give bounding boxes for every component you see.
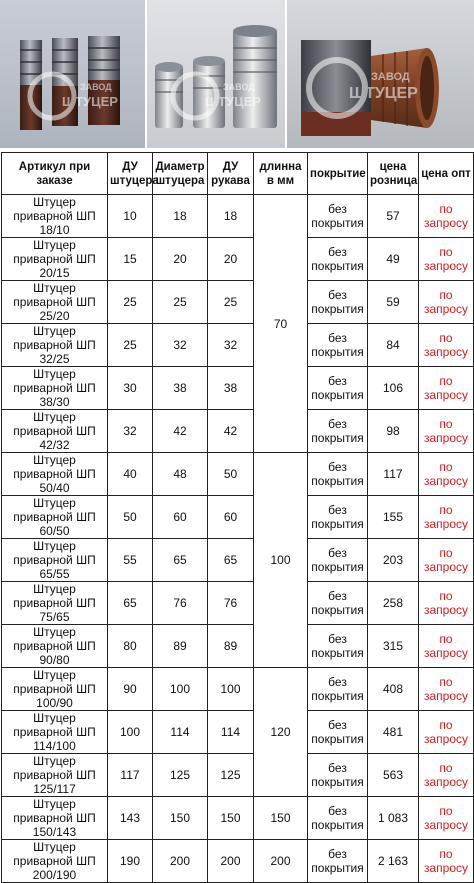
cell-retail: 106: [368, 367, 419, 410]
cell-length: 200: [254, 840, 308, 883]
cell-wholesale: по запросу: [419, 582, 474, 625]
table-row: [2, 840, 474, 883]
cell-article: Штуцер приварной ШП 60/50: [2, 496, 108, 539]
header-diameter: Диаметр штуцера: [153, 153, 208, 195]
cell-diameter: 48: [153, 453, 208, 496]
cell-coating: без покрытия: [308, 754, 368, 797]
cell-coating: без покрытия: [308, 453, 368, 496]
cell-retail: 258: [368, 582, 419, 625]
cell-du-fitting: 10: [108, 195, 153, 238]
cell-article: Штуцер приварной ШП 90/80: [2, 625, 108, 668]
cell-retail: 1 083: [368, 797, 419, 840]
cell-retail: 408: [368, 668, 419, 711]
price-table: [1, 152, 474, 883]
cell-wholesale: по запросу: [419, 195, 474, 238]
cell-wholesale: по запросу: [419, 754, 474, 797]
cell-wholesale: по запросу: [419, 539, 474, 582]
product-photo-steel-fittings: [147, 0, 285, 148]
cell-du-fitting: 25: [108, 281, 153, 324]
cell-article: Штуцер приварной ШП 20/15: [2, 238, 108, 281]
cell-diameter: 60: [153, 496, 208, 539]
cell-length: 120: [254, 668, 308, 797]
header-du-hose: ДУ рукава: [208, 153, 254, 195]
table-row: [2, 625, 474, 668]
cell-coating: без покрытия: [308, 195, 368, 238]
cell-wholesale: по запросу: [419, 668, 474, 711]
header-wholesale: цена опт: [419, 153, 474, 195]
cell-du-fitting: 50: [108, 496, 153, 539]
cell-retail: 155: [368, 496, 419, 539]
header-coating: покрытие: [308, 153, 368, 195]
table-row: [2, 797, 474, 840]
cell-diameter: 125: [153, 754, 208, 797]
cell-coating: без покрытия: [308, 324, 368, 367]
cell-du-hose: 150: [208, 797, 254, 840]
cell-du-fitting: 32: [108, 410, 153, 453]
cell-du-fitting: 15: [108, 238, 153, 281]
product-photo-large-fitting: [287, 0, 474, 148]
cell-coating: без покрытия: [308, 625, 368, 668]
cell-retail: 481: [368, 711, 419, 754]
header-article: Артикул при заказе: [2, 153, 108, 195]
cell-coating: без покрытия: [308, 797, 368, 840]
table-row: [2, 496, 474, 539]
cell-diameter: 114: [153, 711, 208, 754]
cell-coating: без покрытия: [308, 668, 368, 711]
header-retail: цена розница: [368, 153, 419, 195]
table-row: [2, 324, 474, 367]
cell-article: Штуцер приварной ШП 32/25: [2, 324, 108, 367]
table-row: [2, 410, 474, 453]
cell-diameter: 89: [153, 625, 208, 668]
cell-wholesale: по запросу: [419, 625, 474, 668]
cell-du-fitting: 80: [108, 625, 153, 668]
cell-article: Штуцер приварной ШП 18/10: [2, 195, 108, 238]
cell-wholesale: по запросу: [419, 453, 474, 496]
cell-retail: 57: [368, 195, 419, 238]
cell-diameter: 32: [153, 324, 208, 367]
cell-article: Штуцер приварной ШП 114/100: [2, 711, 108, 754]
cell-diameter: 65: [153, 539, 208, 582]
cell-du-fitting: 25: [108, 324, 153, 367]
table-row: [2, 754, 474, 797]
cell-wholesale: по запросу: [419, 367, 474, 410]
cell-du-hose: 60: [208, 496, 254, 539]
cell-du-hose: 50: [208, 453, 254, 496]
cell-coating: без покрытия: [308, 367, 368, 410]
cell-article: Штуцер приварной ШП 75/65: [2, 582, 108, 625]
cell-diameter: 100: [153, 668, 208, 711]
cell-du-hose: 65: [208, 539, 254, 582]
cell-retail: 315: [368, 625, 419, 668]
cell-wholesale: по запросу: [419, 840, 474, 883]
cell-article: Штуцер приварной ШП 38/30: [2, 367, 108, 410]
cell-wholesale: по запросу: [419, 238, 474, 281]
product-photos: [0, 0, 474, 150]
table-row: [2, 453, 474, 496]
cell-article: Штуцер приварной ШП 100/90: [2, 668, 108, 711]
cell-coating: без покрытия: [308, 281, 368, 324]
cell-wholesale: по запросу: [419, 496, 474, 539]
cell-article: Штуцер приварной ШП 200/190: [2, 840, 108, 883]
cell-du-fitting: 117: [108, 754, 153, 797]
cell-du-hose: 200: [208, 840, 254, 883]
cell-retail: 49: [368, 238, 419, 281]
cell-article: Штуцер приварной ШП 125/117: [2, 754, 108, 797]
svg-text:ЗАВОД: ЗАВОД: [80, 82, 112, 92]
cell-wholesale: по запросу: [419, 281, 474, 324]
svg-text:ЗАВОД: ЗАВОД: [223, 82, 255, 92]
cell-coating: без покрытия: [308, 238, 368, 281]
cell-du-hose: 38: [208, 367, 254, 410]
cell-du-fitting: 100: [108, 711, 153, 754]
cell-article: Штуцер приварной ШП 25/20: [2, 281, 108, 324]
svg-text:ШТУЦЕР: ШТУЦЕР: [349, 85, 418, 102]
cell-diameter: 76: [153, 582, 208, 625]
svg-text:ЗАВОД: ЗАВОД: [371, 71, 410, 83]
cell-du-fitting: 30: [108, 367, 153, 410]
cell-diameter: 20: [153, 238, 208, 281]
table-row: [2, 582, 474, 625]
cell-wholesale: по запросу: [419, 711, 474, 754]
cell-coating: без покрытия: [308, 539, 368, 582]
table-row: [2, 367, 474, 410]
cell-article: Штуцер приварной ШП 42/32: [2, 410, 108, 453]
cell-coating: без покрытия: [308, 840, 368, 883]
cell-wholesale: по запросу: [419, 324, 474, 367]
cell-retail: 98: [368, 410, 419, 453]
cell-du-fitting: 40: [108, 453, 153, 496]
cell-wholesale: по запросу: [419, 410, 474, 453]
cell-diameter: 42: [153, 410, 208, 453]
cell-diameter: 25: [153, 281, 208, 324]
cell-du-fitting: 190: [108, 840, 153, 883]
cell-length: 150: [254, 797, 308, 840]
cell-du-hose: 76: [208, 582, 254, 625]
cell-article: Штуцер приварной ШП 50/40: [2, 453, 108, 496]
cell-coating: без покрытия: [308, 410, 368, 453]
cell-du-hose: 20: [208, 238, 254, 281]
cell-du-hose: 32: [208, 324, 254, 367]
cell-du-fitting: 143: [108, 797, 153, 840]
cell-article: Штуцер приварной ШП 65/55: [2, 539, 108, 582]
table-row: [2, 238, 474, 281]
table-row: [2, 668, 474, 711]
cell-wholesale: по запросу: [419, 797, 474, 840]
cell-du-hose: 25: [208, 281, 254, 324]
cell-retail: 84: [368, 324, 419, 367]
cell-retail: 203: [368, 539, 419, 582]
cell-coating: без покрытия: [308, 496, 368, 539]
cell-du-fitting: 65: [108, 582, 153, 625]
table-header-row: [2, 153, 474, 195]
svg-text:ШТУЦЕР: ШТУЦЕР: [205, 94, 261, 109]
product-photo-dark-fittings: [0, 0, 145, 148]
table-row: [2, 539, 474, 582]
cell-diameter: 18: [153, 195, 208, 238]
cell-retail: 117: [368, 453, 419, 496]
cell-du-hose: 114: [208, 711, 254, 754]
header-du-fitting: ДУ штуцера: [108, 153, 153, 195]
cell-coating: без покрытия: [308, 582, 368, 625]
cell-du-hose: 125: [208, 754, 254, 797]
cell-article: Штуцер приварной ШП 150/143: [2, 797, 108, 840]
cell-du-hose: 100: [208, 668, 254, 711]
table-row: [2, 195, 474, 238]
table-row: [2, 711, 474, 754]
cell-coating: без покрытия: [308, 711, 368, 754]
cell-diameter: 150: [153, 797, 208, 840]
cell-length: 100: [254, 453, 308, 668]
cell-diameter: 200: [153, 840, 208, 883]
table-row: [2, 281, 474, 324]
cell-retail: 563: [368, 754, 419, 797]
cell-du-hose: 42: [208, 410, 254, 453]
svg-text:ШТУЦЕР: ШТУЦЕР: [62, 94, 118, 109]
cell-diameter: 38: [153, 367, 208, 410]
header-length: длинна в мм: [254, 153, 308, 195]
cell-retail: 59: [368, 281, 419, 324]
cell-du-fitting: 55: [108, 539, 153, 582]
cell-du-fitting: 90: [108, 668, 153, 711]
cell-retail: 2 163: [368, 840, 419, 883]
cell-du-hose: 89: [208, 625, 254, 668]
cell-length: 70: [254, 195, 308, 453]
cell-du-hose: 18: [208, 195, 254, 238]
